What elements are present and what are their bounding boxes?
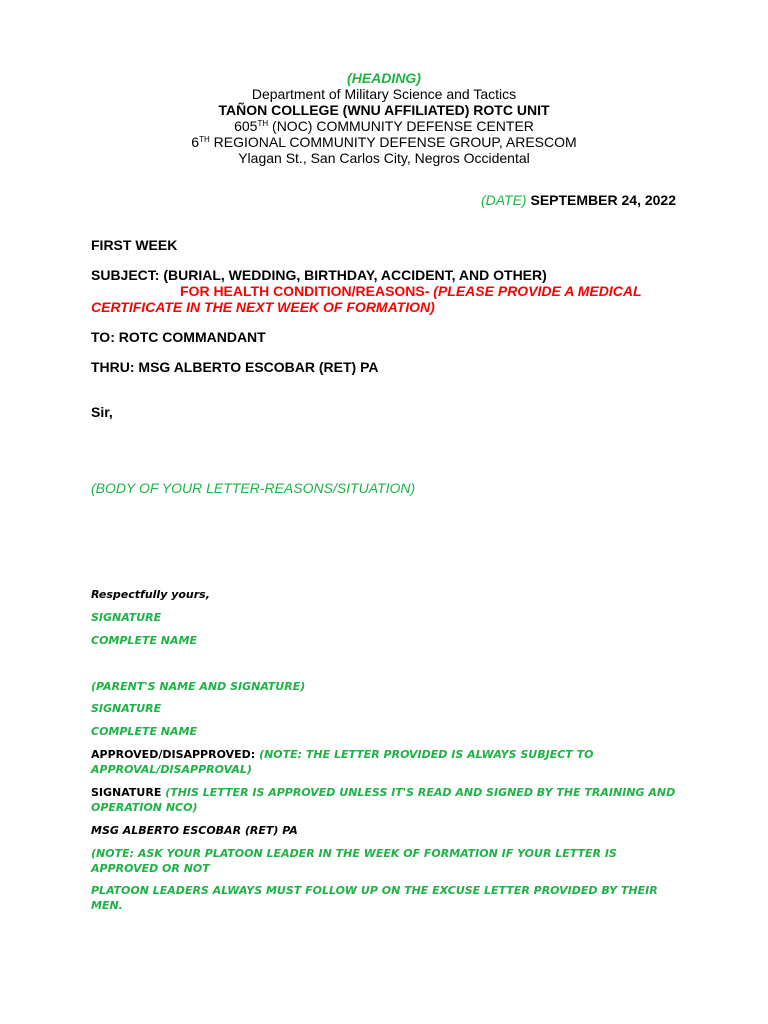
platoon-followup-note: PLATOON LEADERS ALWAYS MUST FOLLOW UP ON THE EXCUSE LETTER PROVIDED BY THEIR MEN.: [91, 884, 658, 912]
group-number: 6: [191, 134, 200, 150]
signature-approval-label: SIGNATURE: [91, 786, 162, 799]
health-condition-text: FOR HEALTH CONDITION/REASONS-: [180, 283, 430, 299]
parent-signature-placeholder: SIGNATURE: [91, 702, 162, 715]
center-superscript: TH: [257, 119, 269, 128]
approved-label: APPROVED/DISAPPROVED:: [91, 748, 256, 761]
to-line: TO: ROTC COMMANDANT: [91, 329, 266, 345]
department-name: Department of Military Science and Tactics: [251, 86, 517, 102]
respectfully-yours: Respectfully yours,: [91, 588, 210, 601]
heading-label: (HEADING): [347, 70, 421, 86]
approval-block: [91, 747, 681, 777]
salutation: Sir,: [91, 404, 113, 420]
letter-heading: [0, 70, 768, 166]
date-value: SEPTEMBER 24, 2022: [530, 192, 676, 208]
officer-name: MSG ALBERTO ESCOBAR (RET) PA: [91, 824, 298, 837]
subject-line: SUBJECT: (BURIAL, WEDDING, BIRTHDAY, ACCIDENT, AND OTHER): [91, 267, 547, 283]
unit-name: TAÑON COLLEGE (WNU AFFILIATED) ROTC UNIT: [218, 102, 550, 118]
week-line: FIRST WEEK: [91, 237, 178, 253]
complete-name-placeholder: COMPLETE NAME: [91, 634, 197, 647]
subject-health-note: [91, 283, 651, 315]
parent-name-signature: (PARENT'S NAME AND SIGNATURE): [91, 680, 306, 693]
medical-certificate-note: (PLEASE PROVIDE A MEDICAL CERTIFICATE IN THE NEXT WEEK OF FORMATION): [91, 283, 642, 315]
thru-line: THRU: MSG ALBERTO ESCOBAR (RET) PA: [91, 359, 379, 375]
body-placeholder: (BODY OF YOUR LETTER-REASONS/SITUATION): [91, 480, 416, 496]
approved-note: (NOTE: THE LETTER PROVIDED IS ALWAYS SUBJECT TO APPROVAL/DISAPPROVAL): [91, 748, 594, 776]
parent-complete-name: COMPLETE NAME: [91, 725, 197, 738]
center-number: 605: [234, 118, 258, 134]
center-text: (NOC) COMMUNITY DEFENSE CENTER: [268, 118, 534, 134]
signature-approval-block: [91, 785, 681, 815]
address-line: Ylagan St., San Carlos City, Negros Occidental: [238, 150, 530, 166]
date-line: [0, 192, 676, 208]
date-label: (DATE): [480, 192, 527, 208]
signature-placeholder: SIGNATURE: [91, 611, 162, 624]
platoon-leader-note: (NOTE: ASK YOUR PLATOON LEADER IN THE WEEK OF FORMATION IF YOUR LETTER IS APPROVED OR NOT: [91, 847, 617, 875]
signature-approval-note: (THIS LETTER IS APPROVED UNLESS IT'S READ AND SIGNED BY THE TRAINING AND OPERATION NCO): [91, 786, 676, 814]
group-text: REGIONAL COMMUNITY DEFENSE GROUP, ARESCOM: [209, 134, 577, 150]
defense-center-line: [0, 118, 768, 134]
group-superscript: TH: [199, 135, 210, 144]
defense-group-line: [0, 134, 768, 150]
